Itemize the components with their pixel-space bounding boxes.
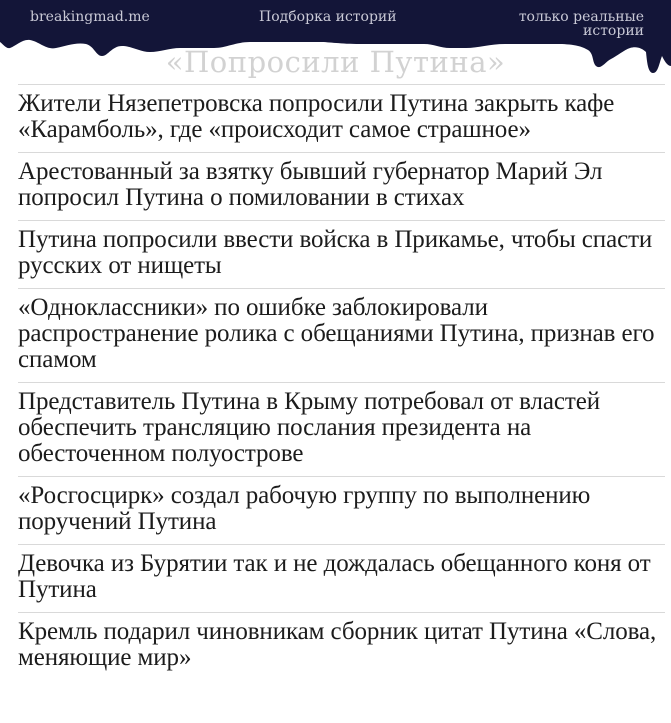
story-link[interactable]: Представитель Путина в Крыму потребовал от властей обеспечить трансляцию послания президента на обесточенном полуострове xyxy=(18,388,600,467)
list-item xyxy=(18,152,665,220)
story-link[interactable]: Арестованный за взятку бывший губернатор Марий Эл попросил Путина о помиловании в стихах xyxy=(18,158,603,211)
list-item xyxy=(18,288,665,382)
story-link[interactable]: «Росгосцирк» создал рабочую группу по выполнению поручений Путина xyxy=(18,482,591,535)
story-link[interactable]: «Одноклассники» по ошибке заблокировали распространение ролика с обещаниями Путина, признав его спамом xyxy=(18,294,655,373)
section-label: Подборка историй xyxy=(259,9,397,25)
story-link[interactable]: Девочка из Бурятии так и не дождалась обещанного коня от Путина xyxy=(18,550,651,603)
story-link[interactable]: Жители Нязепетровска попросили Путина закрыть кафе «Карамболь», где «происходит самое страшное» xyxy=(18,90,615,143)
collection-title: «Попросили Путина» xyxy=(165,45,506,79)
story-link[interactable]: Путина попросили ввести войска в Прикамье, чтобы спасти русских от нищеты xyxy=(18,226,653,279)
list-item xyxy=(18,84,665,152)
list-item xyxy=(18,612,665,680)
site-name-link[interactable]: breakingmad.me xyxy=(30,9,150,25)
list-item xyxy=(18,476,665,544)
list-item xyxy=(18,220,665,288)
list-item xyxy=(18,382,665,476)
story-link[interactable]: Кремль подарил чиновникам сборник цитат Путина «Слова, меняющие мир» xyxy=(18,618,657,671)
tagline: только реальные истории xyxy=(518,9,644,39)
story-list xyxy=(18,84,665,680)
list-item xyxy=(18,544,665,612)
